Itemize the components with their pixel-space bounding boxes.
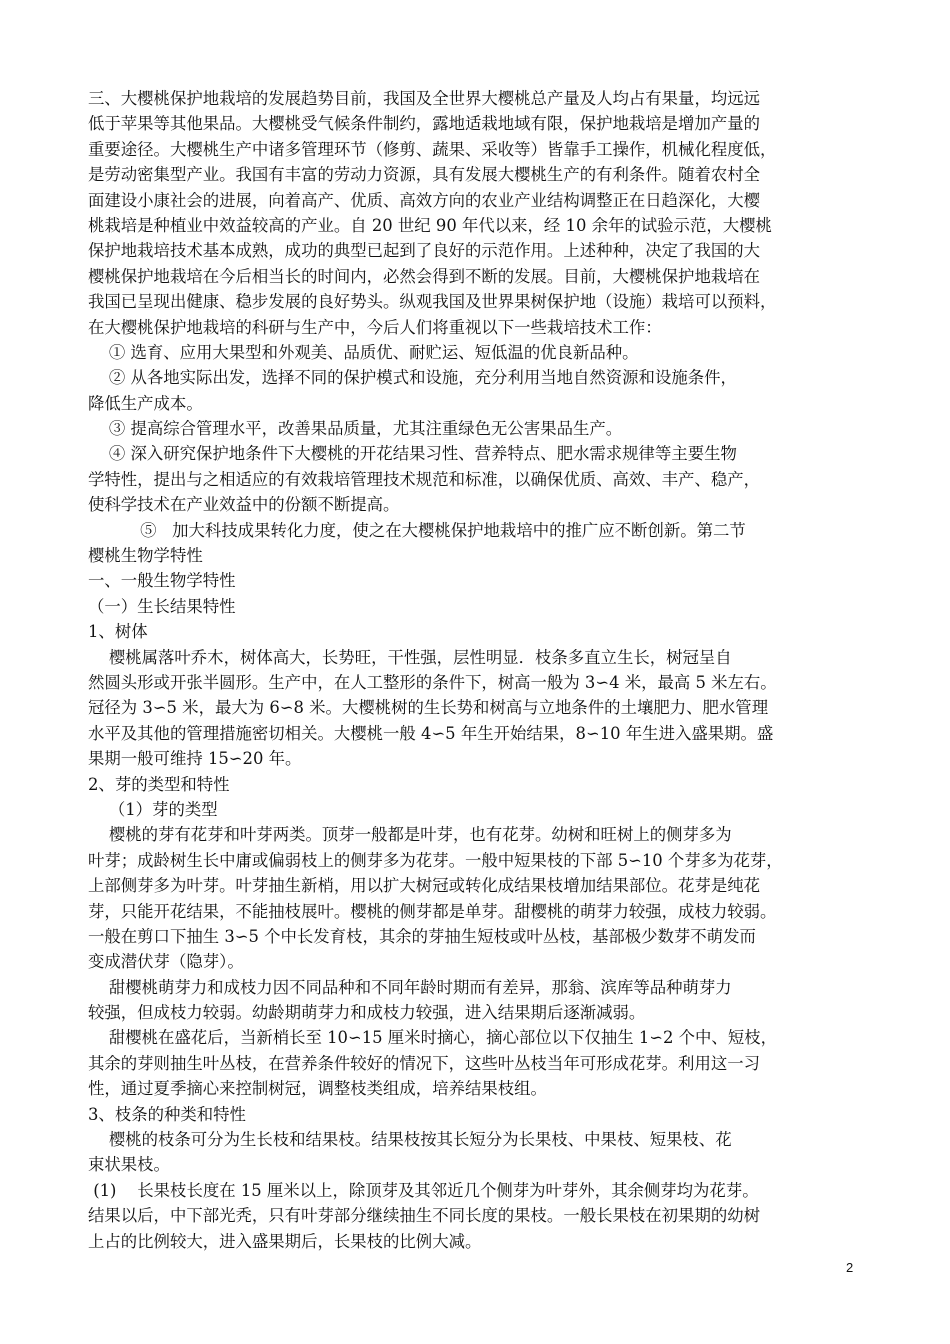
text-line: 束状果枝。: [88, 1155, 170, 1175]
text-line: 其余的芽则抽生叶丛枝，在营养条件较好的情况下，这些叶丛枝当年可形成花芽。利用这一习: [88, 1053, 761, 1073]
text-line: 果期一般可维持 15∽20 年。: [88, 749, 302, 769]
text-line: ④ 深入研究保护地条件下大樱桃的开花结果习性、营养特点、肥水需求规律等主要生物: [88, 444, 737, 464]
text-line: 桃栽培是种植业中效益较高的产业。自 20 世纪 90 年代以来，经 10 余年的试验示范，大樱桃: [88, 215, 772, 235]
body-text: [88, 86, 872, 1254]
text-line: 3、枝条的种类和特性: [88, 1104, 246, 1124]
text-line: 一、一般生物学特性: [88, 571, 236, 591]
page-number: 2: [846, 1260, 854, 1275]
text-line: 樱桃属落叶乔木，树体高大，长势旺，干性强，层性明显．枝条多直立生长，树冠呈自: [88, 647, 732, 667]
text-line: 樱桃的枝条可分为生长枝和结果枝。结果枝按其长短分为长果枝、中果枝、短果枝、花: [88, 1130, 732, 1150]
text-line: 结果以后，中下部光秃，只有叶芽部分继续抽生不同长度的果枝。一般长果枝在初果期的幼树: [88, 1206, 761, 1226]
text-line: 1、树体: [88, 622, 148, 642]
text-line: 较强，但成枝力较弱。幼龄期萌芽力和成枝力较强，进入结果期后逐渐减弱。: [88, 1003, 646, 1023]
text-line: 低于苹果等其他果品。大樱桃受气候条件制约，露地适栽地域有限，保护地栽培是增加产量的: [88, 114, 761, 134]
text-line: （1）芽的类型: [88, 799, 218, 819]
text-line: 上部侧芽多为叶芽。叶芽抽生新梢，用以扩大树冠或转化成结果枝增加结果部位。花芽是纯花: [88, 876, 761, 896]
text-line: ⑤ 加大科技成果转化力度，使之在大樱桃保护地栽培中的推广应不断创新。第二节: [88, 520, 746, 540]
text-line: 一般在剪口下抽生 3∽5 个中长发育枝，其余的芽抽生短枝或叶丛枝，基部极少数芽不萌发而: [88, 926, 756, 946]
text-line: ② 从各地实际出发，选择不同的保护模式和设施，充分利用当地自然资源和设施条件，: [88, 368, 737, 388]
text-line: 降低生产成本。: [88, 393, 203, 413]
text-line: 三、大樱桃保护地栽培的发展趋势目前，我国及全世界大樱桃总产量及人均占有果量，均远远: [88, 89, 761, 108]
text-line: （一）生长结果特性: [88, 596, 236, 616]
text-line: 使科学技术在产业效益中的份额不断提高。: [88, 495, 400, 515]
text-line: 甜樱桃萌芽力和成枝力因不同品种和不同年龄时期而有差异，那翁、滨库等品种萌芽力: [88, 977, 732, 997]
text-line: 2、芽的类型和特性: [88, 774, 230, 794]
text-line: 是劳动密集型产业。我国有丰富的劳动力资源，具有发展大樱桃生产的有利条件。随着农村全: [88, 165, 761, 185]
text-line: 叶芽；成龄树生长中庸或偏弱枝上的侧芽多为花芽。一般中短果枝的下部 5∽10 个芽多为花芽，: [88, 850, 783, 870]
text-line: ③ 提高综合管理水平，改善果品质量，尤其注重绿色无公害果品生产。: [88, 419, 623, 439]
text-line: 樱桃的芽有花芽和叶芽两类。顶芽一般都是叶芽，也有花芽。幼树和旺树上的侧芽多为: [88, 825, 732, 845]
text-line: 然圆头形或开张半圆形。生产中，在人工整形的条件下，树高一般为 3∽4 米，最高 5 米左右。: [88, 672, 777, 692]
text-line: 学特性，提出与之相适应的有效栽培管理技术规范和标准，以确保优质、高效、丰产、稳产，: [88, 469, 761, 489]
text-line: 樱桃保护地栽培在今后相当长的时间内，必然会得到不断的发展。目前，大樱桃保护地栽培在: [88, 266, 761, 286]
text-line: 上占的比例较大，进入盛果期后，长果枝的比例大减。: [88, 1231, 482, 1251]
text-line: 保护地栽培技术基本成熟，成功的典型已起到了良好的示范作用。上述种种，决定了我国的大: [88, 241, 761, 261]
text-line: 水平及其他的管理措施密切相关。大樱桃一般 4∽5 年生开始结果，8∽10 年生进入盛果期。盛: [88, 723, 774, 743]
text-line: 面建设小康社会的进展，向着高产、优质、高效方向的农业产业结构调整正在日趋深化，大樱: [88, 190, 761, 210]
text-line: ① 选育、应用大果型和外观美、品质优、耐贮运、短低温的优良新品种。: [88, 342, 639, 362]
text-line: 变成潜伏芽（隐芽）。: [88, 952, 244, 972]
text-line: 性，通过夏季摘心来控制树冠，调整枝类组成，培养结果枝组。: [88, 1079, 547, 1099]
text-line: 在大樱桃保护地栽培的科研与生产中，今后人们将重视以下一些栽培技术工作：: [88, 317, 662, 337]
text-line: 冠径为 3∽5 米，最大为 6∽8 米。大樱桃树的生长势和树高与立地条件的土壤肥力、肥水管理: [88, 698, 769, 718]
text-line: (1) 长果枝长度在 15 厘米以上，除顶芽及其邻近几个侧芽为叶芽外，其余侧芽均为花芽。: [88, 1180, 759, 1200]
text-line: 樱桃生物学特性: [88, 546, 203, 566]
text-line: 芽，只能开花结果，不能抽枝展叶。樱桃的侧芽都是单芽。甜樱桃的萌芽力较强，成枝力较弱。: [88, 901, 777, 921]
text-line: 重要途径。大樱桃生产中诸多管理环节（修剪、蔬果、采收等）皆靠手工操作，机械化程度低，: [88, 139, 777, 159]
text-line: 甜樱桃在盛花后，当新梢长至 10∽15 厘米时摘心，摘心部位以下仅抽生 1∽2 个中、短枝，: [88, 1028, 777, 1048]
text-line: 我国已呈现出健康、稳步发展的良好势头。纵观我国及世界果树保护地（设施）栽培可以预料，: [88, 292, 777, 312]
